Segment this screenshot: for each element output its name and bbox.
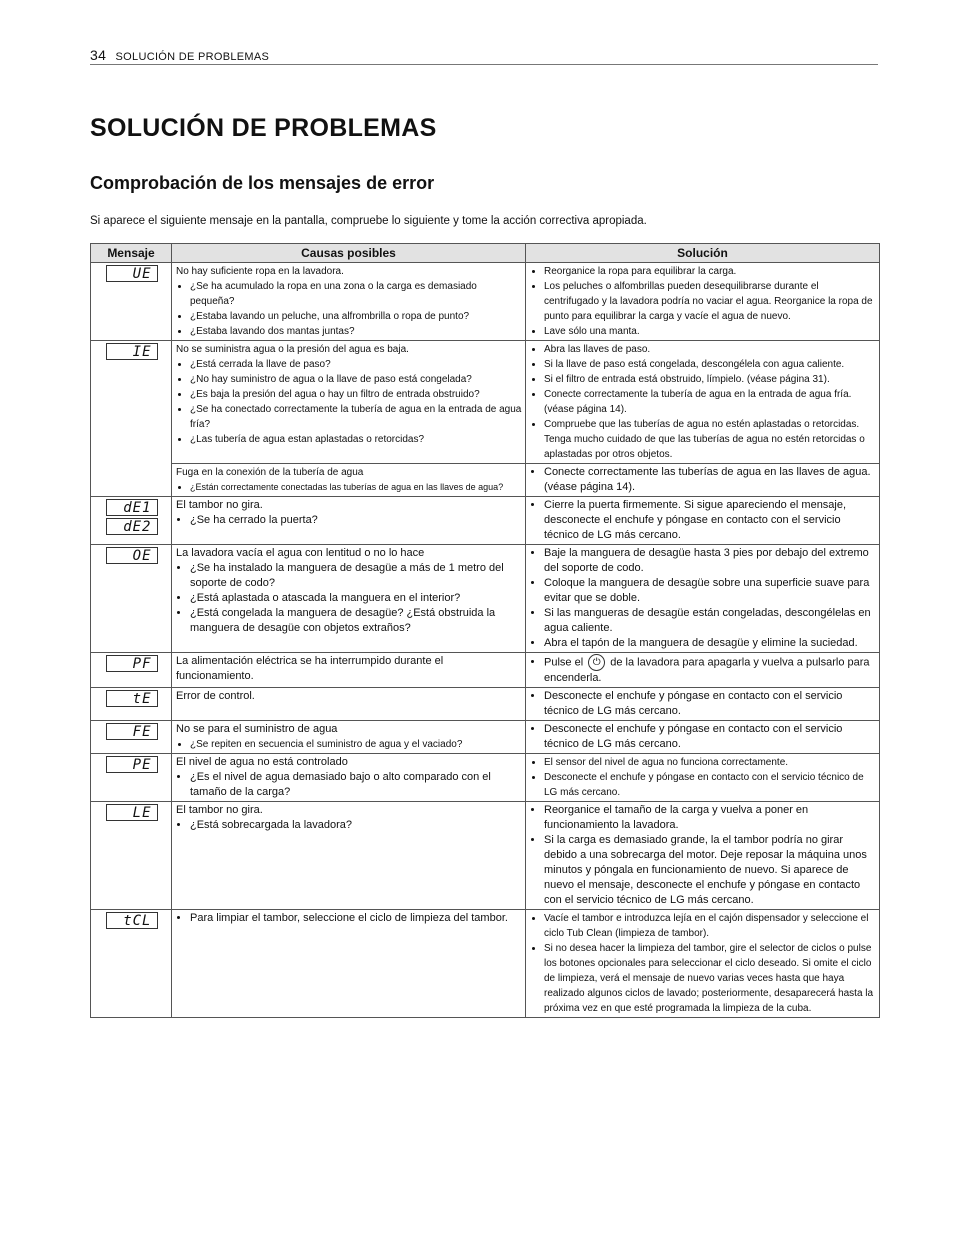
cause-item: • ¿Está cerrada la llave de paso? [190,357,522,372]
cause-cell [172,688,526,721]
solution-cell [526,754,880,802]
power-icon: ⏻ [588,654,605,671]
cause-cell [172,497,526,545]
intro-text: Si aparece el siguiente mensaje en la pantalla, compruebe lo siguiente y tome la acción correctiva apropiada. [90,215,647,227]
cause-cell [172,910,526,1018]
cause-cell [172,263,526,341]
cause-cell [172,341,526,464]
cause-item: • ¿Estaba lavando un peluche, una alfrombrilla o ropa de punto? [190,309,522,324]
solution-item: • Reorganice el tamaño de la carga y vuelva a poner en funcionamiento la lavadora. [544,803,876,833]
cause-item: • ¿Está sobrecargada la lavadora? [190,818,522,833]
solution-item: • Si las mangueras de desagüe están congeladas, descongélelas en agua caliente. [544,606,876,636]
error-code: PE [106,756,158,773]
cause-cell [172,754,526,802]
header-section: SOLUCIÓN DE PROBLEMAS [115,51,270,63]
table-row [91,464,880,497]
cause-intro: El tambor no gira. [176,804,263,816]
cause-intro: Error de control. [176,690,255,702]
cause-item: • ¿Las tubería de agua estan aplastadas o retorcidas? [190,432,522,447]
error-code: PF [106,655,158,672]
message-cell [91,754,172,802]
solution-item: • Reorganice la ropa para equilibrar la carga. [544,264,876,279]
solution-cell [526,910,880,1018]
table-header-row [91,244,880,263]
message-cell [91,688,172,721]
cause-item: • ¿Está aplastada o atascada la manguera en el interior? [190,591,522,606]
table-row [91,653,880,688]
error-code: tCL [106,912,158,929]
cause-intro: Fuga en la conexión de la tubería de agua [176,467,364,478]
cause-intro: El nivel de agua no está controlado [176,756,348,768]
cause-item: • ¿Están correctamente conectadas las tuberías de agua en las llaves de agua? [190,480,522,495]
cause-item: • ¿Se ha acumulado la ropa en una zona o la carga es demasiado pequeña? [190,279,522,309]
solution-item: • Si la carga es demasiado grande, la el tambor podría no girar debido a una sobrecarga del motor. Deje reposar la máquina unos minutos y póngala en funcionamiento de nuevo. Si aparece de nuevo el mensaje, desconecte el enchufe y póngase en contacto con el servicio técnico de LG más cercano. [544,833,876,908]
cause-item: • ¿Es baja la presión del agua o hay un filtro de entrada obstruido? [190,387,522,402]
solution-item: • Si no desea hacer la limpieza del tambor, gire el selector de ciclos o pulse los botones opcionales para seleccionar el ciclo deseado. Si omite el ciclo de limpieza, verá el mensaje de nuevo varias veces hasta que haya realizado algunos ciclos de lavado; posteriormente, desaparecerá hasta la próxima vez en que esté programada la limpieza de la cuba. [544,941,876,1016]
solution-text-post: de la lavadora para apagarla y vuelva a pulsarlo para encenderla. [544,656,870,684]
solution-item: • Baje la manguera de desagüe hasta 3 pies por debajo del extremo del soporte de codo. [544,546,876,576]
solution-item: • Desconecte el enchufe y póngase en contacto con el servicio técnico de LG más cercano. [544,722,876,752]
error-code: IE [106,343,158,360]
cause-item: • ¿Se ha cerrado la puerta? [190,513,522,528]
cause-cell [172,653,526,688]
section-subtitle: Comprobación de los mensajes de error [90,173,435,193]
cause-intro: No se para el suministro de agua [176,723,338,735]
cause-item: • ¿Se ha instalado la manguera de desagüe a más de 1 metro del soporte de codo? [190,561,522,591]
solution-item: • Cierre la puerta firmemente. Si sigue apareciendo el mensaje, desconecte el enchufe y póngase en contacto con el servicio técnico de LG más cercano. [544,498,876,543]
cause-item: • ¿Está congelada la manguera de desagüe? ¿Está obstruida la manguera de desagüe con objetos extraños? [190,606,522,636]
cause-cell [172,721,526,754]
solution-cell [526,802,880,910]
header-causas: Causas posibles [172,244,526,263]
table-row [91,497,880,545]
cause-intro: No hay suficiente ropa en la lavadora. [176,266,344,277]
message-cell [91,341,172,497]
cause-item: • ¿Se repiten en secuencia el suministro de agua y el vaciado? [190,737,522,752]
table-row [91,910,880,1018]
cause-intro: El tambor no gira. [176,499,263,511]
cause-item: • ¿Estaba lavando dos mantas juntas? [190,324,522,339]
solution-item: • Compruebe que las tuberías de agua no estén aplastadas o retorcidas. Tenga mucho cuidado de que las tuberías de agua no estén retorcidas o aplastadas por otros objetos. [544,417,876,462]
table-row [91,754,880,802]
solution-cell [526,341,880,464]
message-cell [91,545,172,653]
message-cell [91,910,172,1018]
cause-item: • ¿Se ha conectado correctamente la tubería de agua en la entrada de agua fría? [190,402,522,432]
error-code: LE [106,804,158,821]
solution-text-pre: Pulse el [544,656,584,669]
message-cell [91,263,172,341]
message-cell [91,802,172,910]
solution-cell [526,688,880,721]
error-code: FE [106,723,158,740]
message-cell [91,497,172,545]
cause-item: • Para limpiar el tambor, seleccione el ciclo de limpieza del tambor. [190,911,522,926]
table-row [91,263,880,341]
solution-item: • Conecte correctamente la tubería de agua en la entrada de agua fría. (véase página 14). [544,387,876,417]
solution-cell [526,497,880,545]
solution-item: • Si el filtro de entrada está obstruido, límpielo. (véase página 31). [544,372,876,387]
error-code: UE [106,265,158,282]
solution-item: • Vacíe el tambor e introduzca lejía en el cajón dispensador y seleccione el ciclo Tub Clean (limpieza de tambor). [544,911,876,941]
cause-item: • ¿Es el nivel de agua demasiado bajo o alto comparado con el tamaño de la carga? [190,770,522,800]
cause-intro: La alimentación eléctrica se ha interrumpido durante el funcionamiento. [176,655,444,682]
solution-item: • Abra el tapón de la manguera de desagüe y elimine la suciedad. [544,636,876,651]
error-code: dE1 [106,499,158,516]
cause-cell [172,464,526,497]
solution-item: • Coloque la manguera de desagüe sobre una superficie suave para evitar que se doble. [544,576,876,606]
page-number: 34 [90,47,107,63]
header-solucion: Solución [526,244,880,263]
table-row [91,341,880,464]
error-code: tE [106,690,158,707]
cause-intro: No se suministra agua o la presión del agua es baja. [176,344,409,355]
solution-item [544,654,876,686]
solution-cell [526,464,880,497]
solution-item: • Lave sólo una manta. [544,324,876,339]
solution-cell [526,653,880,688]
cause-item: • ¿No hay suministro de agua o la llave de paso está congelada? [190,372,522,387]
solution-item: • El sensor del nivel de agua no funciona correctamente. [544,755,876,770]
message-cell [91,721,172,754]
solution-item: • Si la llave de paso está congelada, descongélela con agua caliente. [544,357,876,372]
header-mensaje: Mensaje [91,244,172,263]
solution-item: • Conecte correctamente las tuberías de agua en las llaves de agua. (véase página 14). [544,465,876,495]
error-code: OE [106,547,158,564]
solution-item: • Desconecte el enchufe y póngase en contacto con el servicio técnico de LG más cercano. [544,770,876,800]
solution-item: • Desconecte el enchufe y póngase en contacto con el servicio técnico de LG más cercano. [544,689,876,719]
page-title: SOLUCIÓN DE PROBLEMAS [90,114,437,142]
cause-cell [172,802,526,910]
cause-intro: La lavadora vacía el agua con lentitud o no lo hace [176,547,425,559]
error-table [90,243,880,1018]
solution-cell [526,545,880,653]
solution-item: • Abra las llaves de paso. [544,342,876,357]
solution-cell [526,263,880,341]
table-row [91,721,880,754]
table-row [91,688,880,721]
cause-cell [172,545,526,653]
table-row [91,802,880,910]
solution-cell [526,721,880,754]
solution-item: • Los peluches o alfombrillas pueden desequilibrarse durante el centrifugado y la lavadora podría no vaciar el agua. Reorganice la ropa de punto para equilibrar la carga y vacíe el agua de nuevo. [544,279,876,324]
page-header [90,47,878,65]
error-code: dE2 [106,518,158,535]
table-row [91,545,880,653]
message-cell [91,653,172,688]
